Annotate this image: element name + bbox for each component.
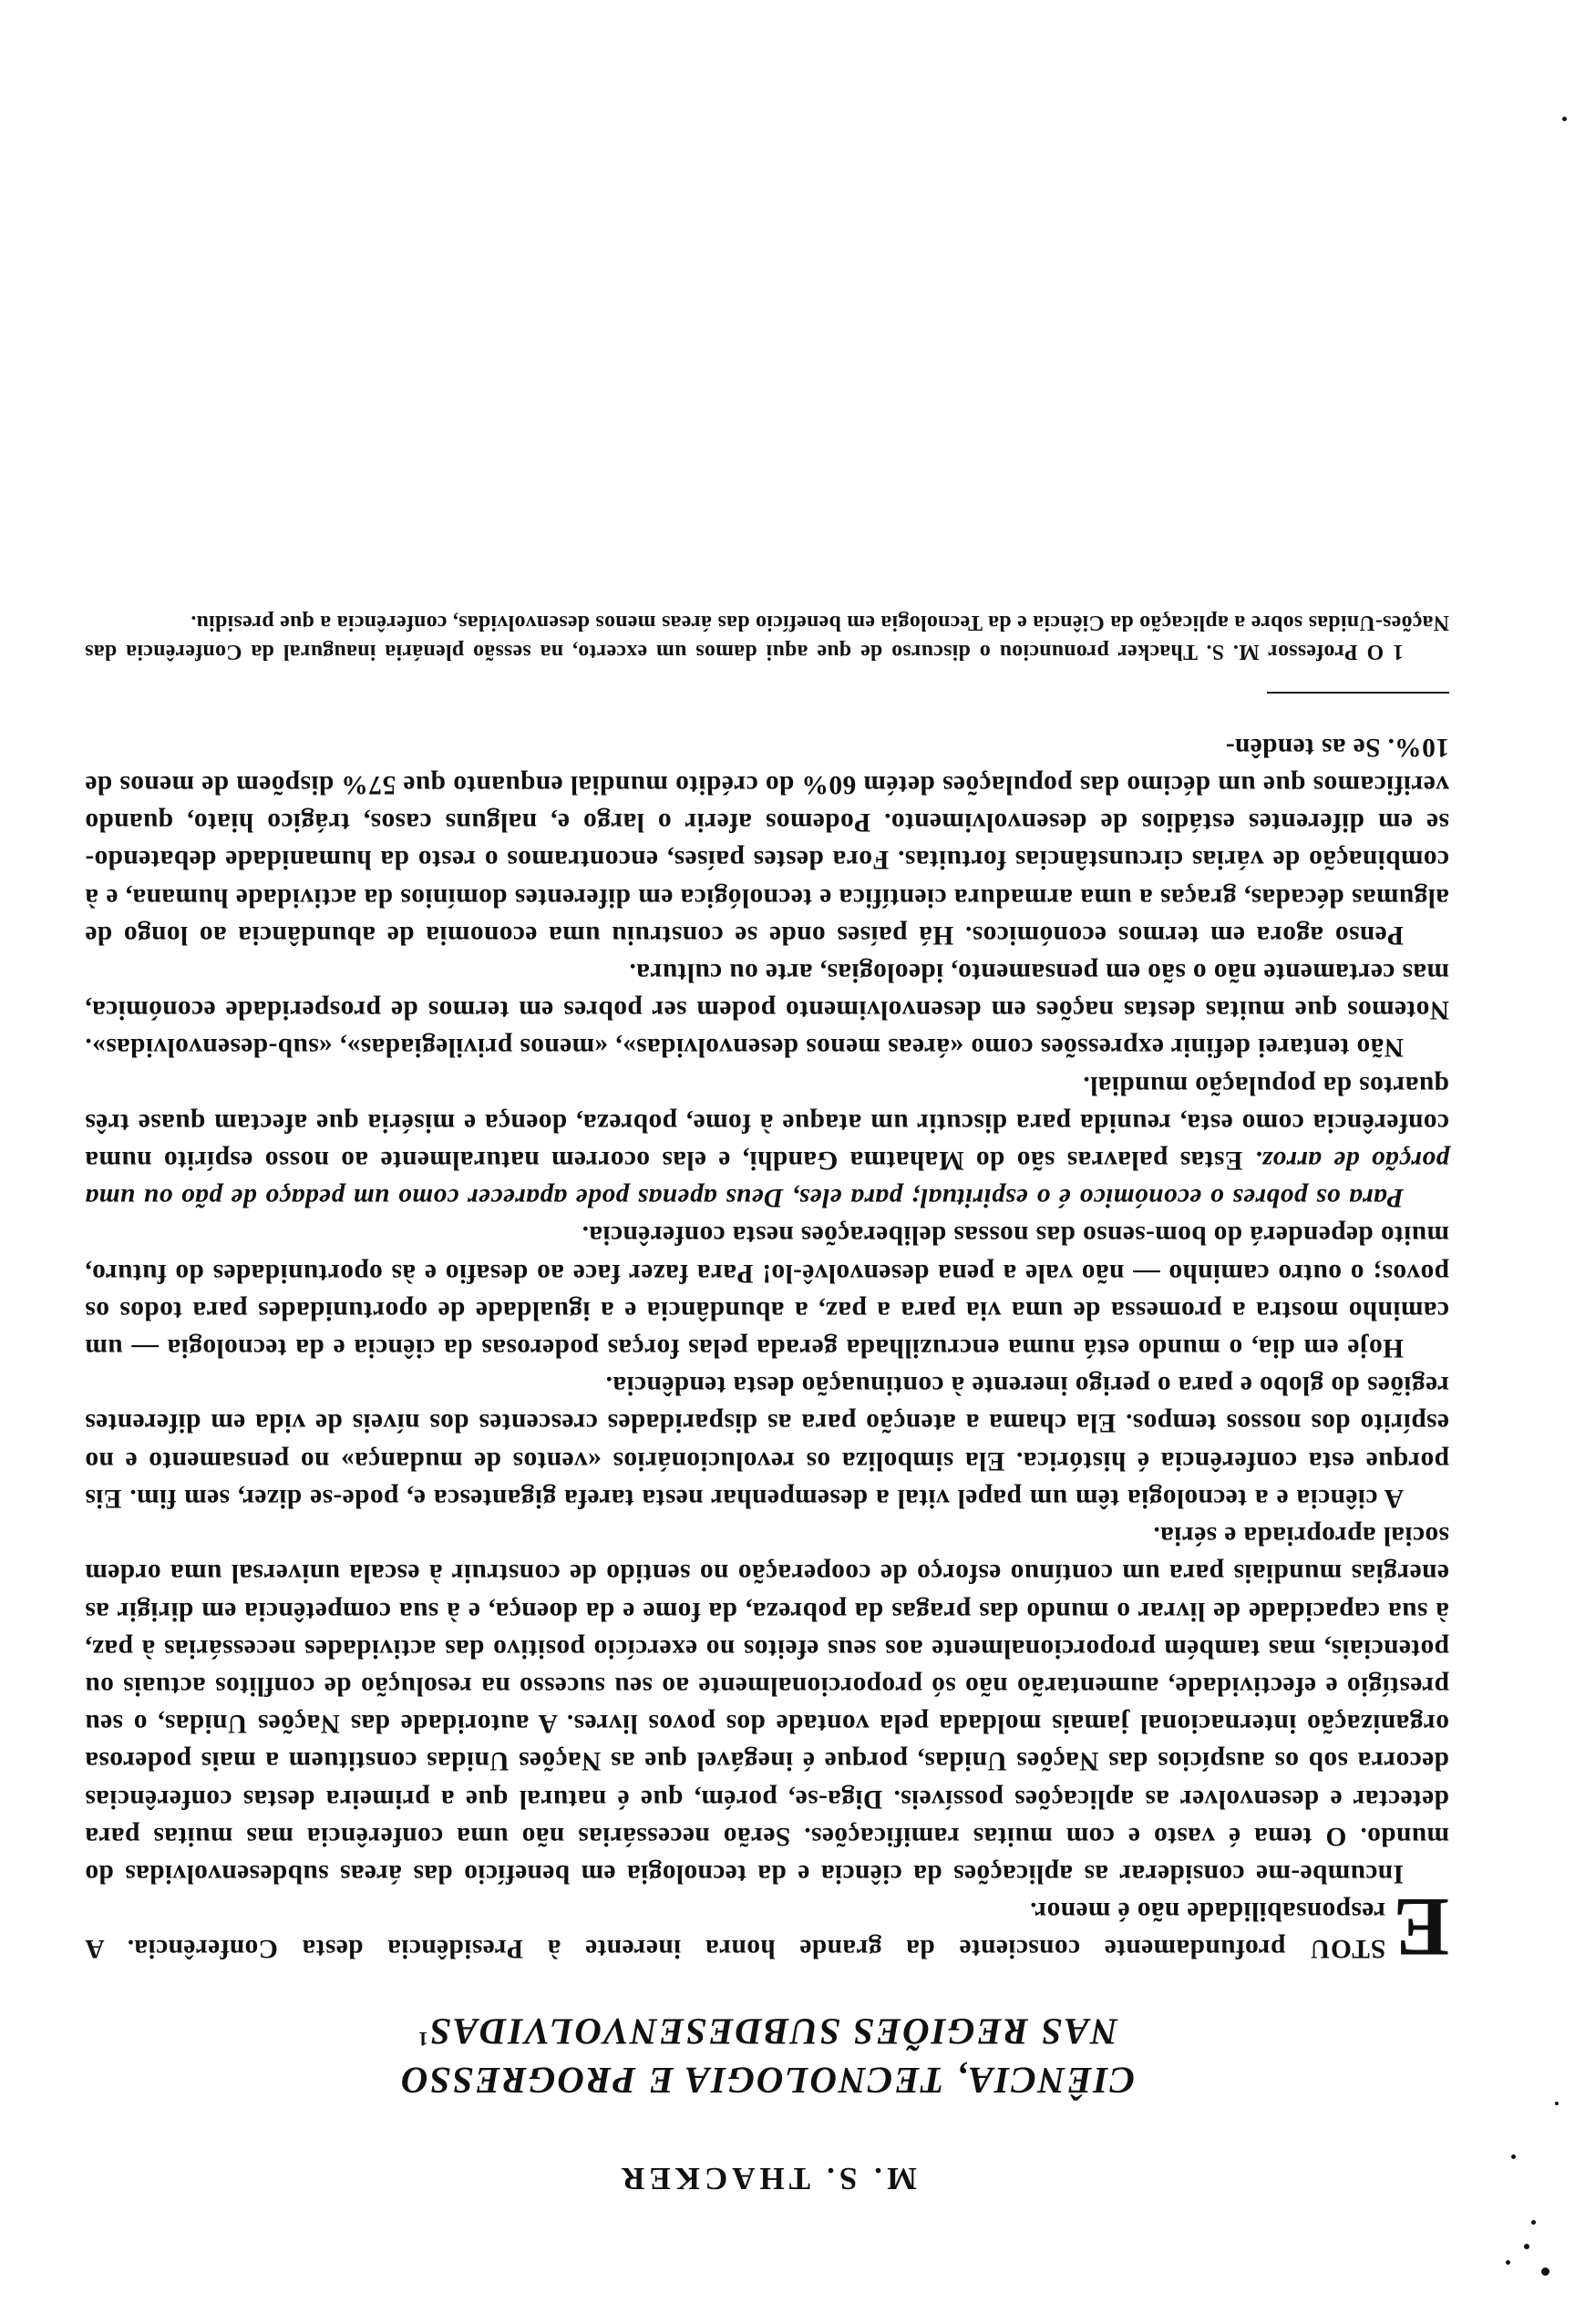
paragraph-2: Incumbe-me considerar as aplicações da ciência e da tecnologia em benefício das áreas subdesenvolvidas do mundo. O tema é vasto e com muitas ramificações. Serão necessárias não uma conferência mas muitas para detectar e desenvolver as aplicações possíveis. Diga-se, porém, que é natural que a primeira destas conferências decorra sob os auspícios das Nações Unidas, porque é inegável que as Nações Unidas constituem a mais poderosa organização internacional jamais moldada pela vontade dos povos livres. A autoridade das Nações Unidas, o seu prestígio e efectividade, aumentarão não só proporcionalmente ao seu sucesso na resolução de conflitos actuais ou potenciais, mas também proporcionalmente aos seus efeitos no exercício positivo das actividades necessárias à paz, à sua capacidade de livrar o mundo das pragas da pobreza, da fome e da doença, e à sua competência em dirigir as energias mundiais para um contínuo esforço de cooperação no sentido de construir à escala universal uma ordem social apropriada e séria. [85,1521,1449,1888]
paragraph-6: Não tentarei definir expressões como «áreas menos desenvolvidas», «menos privilegiadas», «sub-desenvolvidas». Notemos que muitas destas nações em desenvolvimento podem ser pobres em termos de prosperidade económica, mas certamente não o são em pensamento, ideologias, arte ou cultura. [85,958,1449,1063]
footnote [85,608,1449,666]
scan-speck [1531,2220,1536,2225]
title-line-1: CIÊNCIA, TECNOLOGIA E PROGRESSO [398,2060,1136,2102]
paragraph-5 [85,1065,1449,1216]
paragraph-3: A ciência e a tecnologia têm um papel vital a desempenhar nesta tarefa gigantesca e, pode-se dizer, sem fim. Eis porque esta conferência é histórica. Ela simboliza os revolucionários «ventos de mudança» no pensamento e no espírito dos nossos tempos. Ela chama a atenção para as disparidades crescentes dos níveis de vida em diferentes regiões do globo e para o perigo inerente à continuação desta tendência. [85,1371,1449,1513]
scan-speck [1511,2154,1516,2159]
drop-cap: E [1393,1881,1449,1975]
article-body [85,728,1449,1975]
footnote-divider [1267,692,1449,694]
paragraph-1-caps: STOU [1309,1934,1386,1964]
paragraph-1 [85,1881,1449,1975]
footnote-marker: 1 [1392,639,1404,663]
title-footnote-marker: 1 [416,2028,428,2051]
paragraph-4: Hoje em dia, o mundo está numa encruzilhada gerada pelas forças poderosas da ciência e da tecnologia — um caminho mostra a promessa de uma via para a paz, a abundância e a igualdade de oportunidades para todos os povos; o outro caminho — não vale a pena desenvolvê-lo! Para fazer face ao desafio e às oportunidades do futuro, muito dependerá do bom-senso das nossas deliberações nesta conferência. [85,1220,1449,1363]
scan-speck [1506,2260,1510,2265]
scan-speck [1524,2244,1529,2249]
gandhi-quote: Para os pobres o económico é o espiritual; para eles, Deus apenas pode aparecer como um pedaço de pão ou uma porção de arroz. [85,1146,1449,1213]
paragraph-1-text: profundamente consciente da grande honra inerente à Presidência desta Conferência. A responsabilidade não é menor. [85,1897,1386,1964]
title-line-2 [85,2010,1449,2060]
author-name: M. S. THACKER [617,2161,917,2196]
title-line-2-text: NAS REGIÕES SUBDESENVOLVIDAS [427,2010,1118,2053]
page-content [85,608,1449,2196]
footnote-text: O Professor M. S. Thacker pronunciou o discurso de que aqui damos um excerto, na sessão plenária inaugural da Conferência das Nações-Unidas sobre a aplicação da Ciência e da Tecnologia em benefício das áreas menos desenvolvidas, conferência a que presidiu. [84,610,1449,663]
paragraph-5-text: Estas palavras são do Mahatma Gandhi, e elas ocorrem naturalmente ao nosso espírito numa conferência como esta, reunida para discutir um ataque à fome, pobreza, doença e miséria que afectam quase três quartos da população mundial. [85,1070,1449,1176]
scan-speck [1541,2267,1549,2276]
paragraph-7: Penso agora em termos económicos. Há países onde se construiu uma economia de abundância ao longo de algumas décadas, graças a uma armadura científica e tecnológica em diferentes domínios da actividade humana, e à combinação de várias circunstâncias fortuitas. Fora destes países, encontramos o resto da humanidade debatendo-se em diferentes estádios de desenvolvimento. Podemos aferir o largo e, nalguns casos, trágico hiato, quando verificamos que um décimo das populações detém 60% do crédito mundial enquanto que 57% dispõem de menos de 10%. Se as tendên- [85,732,1449,950]
scan-speck [1555,2102,1559,2105]
scan-speck [1562,117,1567,121]
article-title [85,2010,1449,2102]
